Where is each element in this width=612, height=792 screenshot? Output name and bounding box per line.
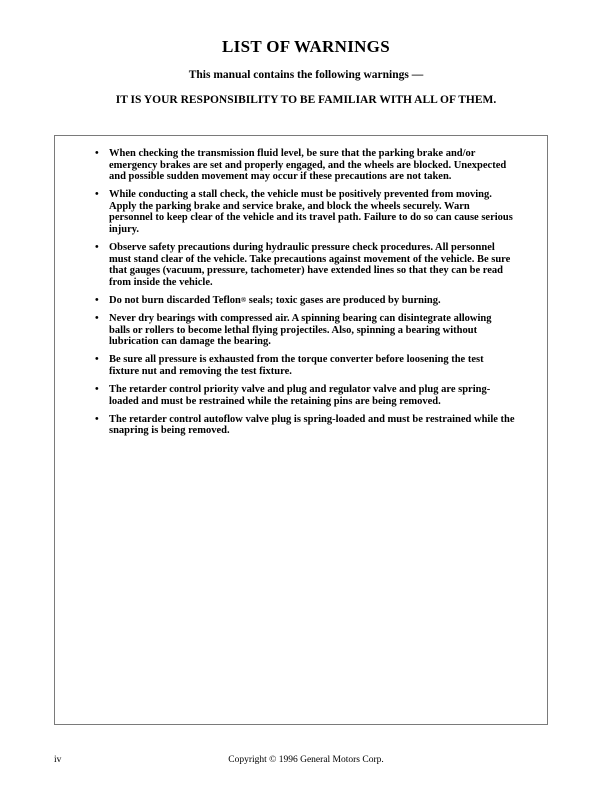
warning-text: Be sure all pressure is exhausted from the torque converter before loosening the test fixture nut and removing the test fixture. — [109, 354, 484, 377]
bullet-icon: • — [95, 354, 99, 366]
warning-item — [95, 354, 515, 377]
bullet-icon: • — [95, 189, 99, 201]
bullet-icon: • — [95, 242, 99, 254]
warning-item — [95, 313, 515, 348]
warning-text: The retarder control priority valve and plug and regulator valve and plug are spring-loaded and must be restrained while the retaining pins are being removed. — [109, 384, 491, 407]
warning-text — [109, 295, 441, 306]
warning-text: Observe safety precautions during hydraulic pressure check procedures. All personnel must stand clear of the vehicle. Take precautions against movement of the vehicle. Be sure that gauges (vacuum, pressure, tachometer) have extended lines so that they can be read from inside the vehicle. — [109, 242, 511, 288]
warning-text: When checking the transmission fluid level, be sure that the parking brake and/or emergency brakes are set and properly engaged, and the wheels are blocked. Unexpected and possible sudden movement may occur if these precautions are not taken. — [109, 148, 507, 183]
warning-text-part: Do not burn discarded Teflon — [109, 295, 241, 307]
warning-text: While conducting a stall check, the vehicle must be positively prevented from moving. Apply the parking brake and service brake, and block the wheels securely. Warn personnel to keep clear of the vehicle and its travel path. Failure to do so can cause serious injury. — [109, 189, 513, 236]
intro-text: This manual contains the following warnings — — [188, 69, 424, 81]
bullet-icon: • — [95, 413, 99, 425]
responsibility-notice: IT IS YOUR RESPONSIBILITY TO BE FAMILIAR WITH ALL OF THEM. — [115, 94, 497, 106]
warning-item — [95, 295, 515, 307]
bullet-icon: • — [95, 313, 99, 325]
warning-text: The retarder control autoflow valve plug is spring-loaded and must be restrained while the snapring is being removed. — [109, 413, 515, 437]
page-number: iv — [54, 755, 62, 765]
warning-item — [95, 189, 515, 235]
warning-item — [95, 384, 515, 407]
warning-item — [95, 148, 515, 183]
registered-mark: ® — [240, 296, 247, 305]
warning-item — [95, 242, 515, 288]
page-title: LIST OF WARNINGS — [222, 37, 390, 56]
bullet-icon: • — [95, 148, 99, 159]
warning-item — [95, 414, 515, 437]
warnings-box — [54, 135, 548, 725]
copyright-notice: Copyright © 1996 General Motors Corp. — [228, 755, 384, 765]
warning-text: Never dry bearings with compressed air. A spinning bearing can disintegrate allowing balls or rollers to become lethal flying projectiles. Also, spinning a bearing without lubrication can damage the bearing. — [109, 313, 492, 348]
warning-text-part: seals; toxic gases are produced by burning. — [246, 295, 441, 307]
warning-list — [95, 148, 515, 443]
bullet-icon: • — [95, 295, 99, 307]
bullet-icon: • — [95, 384, 99, 396]
